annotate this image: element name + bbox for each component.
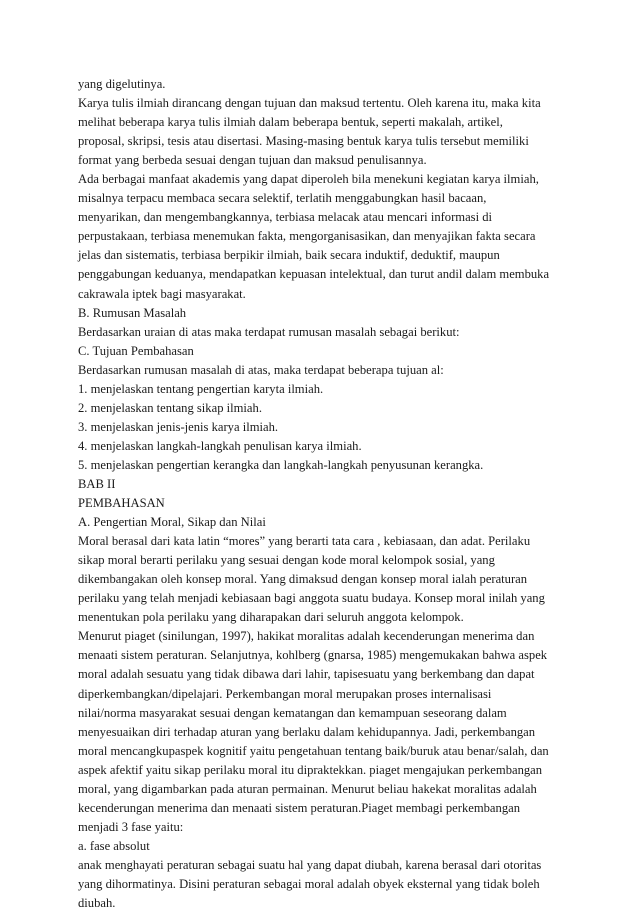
text-line: Menurut piaget (sinilungan, 1997), hakikat moralitas adalah kecenderungan menerima dan [78,629,535,644]
subsection-heading: a. fase absolut [78,838,150,853]
list-item: 3. menjelaskan jenis-jenis karya ilmiah. [78,419,279,434]
text-line: penggabungan keduanya, mendapatkan kepuasan intelektual, dan turut andil dalam membuka [78,267,550,282]
list-item: 5. menjelaskan pengertian kerangka dan langkah-langkah penyusunan kerangka. [78,457,484,472]
section-heading: A. Pengertian Moral, Sikap dan Nilai [78,515,266,530]
text-line: diubah. [78,896,116,911]
text-line: Karya tulis ilmiah dirancang dengan tujuan dan maksud tertentu. Oleh karena itu, maka kita [78,96,541,111]
text-line: kecenderungan menerima dan menaati sistem peraturan.Piaget membagi perkembangan [78,800,521,815]
text-line: sikap moral berarti perilaku yang sesuai dengan kode moral kelompok sosial, yang [78,553,495,568]
text-line: diperkembangkan/dipelajari. Perkembangan moral merupakan proses internalisasi [78,686,492,701]
text-line: menyesuaikan diri terhadap aturan yang berlaku dalam kehidupannya. Jadi, perkembangan [78,724,536,739]
text-line: yang digelutinya. [78,77,166,91]
document-body [78,75,568,913]
list-item: 4. menjelaskan langkah-langkah penulisan karya ilmiah. [78,438,362,453]
text-line: proposal, skripsi, tesis atau disertasi. Masing-masing bentuk karya tulis tersebut memiliki [78,134,529,149]
text-line: menyarikan, dan mengembangkannya, terbiasa melacak atau mencari informasi di [78,210,493,225]
text-line: Berdasarkan uraian di atas maka terdapat rumusan masalah sebagai berikut: [78,324,460,339]
text-line: yang dihormatinya. Disini peraturan sebagai moral adalah obyek eksternal yang tidak boleh [78,876,540,891]
text-line: Berdasarkan rumusan masalah di atas, maka terdapat beberapa tujuan al: [78,362,444,377]
text-line: moral, yang digambarkan pada aturan permainan. Menurut beliau hakekat moralitas adalah [78,781,537,796]
text-line: melihat beberapa karya tulis ilmiah dalam beberapa bentuk, seperti makalah, artikel, [78,115,503,130]
text-line: misalnya terpacu membaca secara selektif, terlatih menggabungkan hasil bacaan, [78,191,487,206]
text-line: jelas dan sistematis, terbiasa berpikir ilmiah, baik secara induktif, deduktif, maupun [78,248,500,263]
chapter-title: PEMBAHASAN [78,496,165,511]
list-item: 2. menjelaskan tentang sikap ilmiah. [78,400,262,415]
text-line: anak menghayati peraturan sebagai suatu hal yang dapat diubah, karena berasal dari otoritas [78,857,542,872]
text-line: perpustakaan, terbiasa menemukan fakta, mengorganisasikan, dan menyajikan fakta secara [78,229,536,244]
text-line: menentukan pola perilaku yang diharapakan dari seluruh anggota kelompok. [78,610,464,625]
chapter-label: BAB II [78,476,116,491]
text-line: cakrawala iptek bagi masyarakat. [78,286,246,301]
text-line: menaati sistem peraturan. Selanjutnya, kohlberg (gnarsa, 1985) mengemukakan bahwa aspek [78,648,548,663]
section-heading: C. Tujuan Pembahasan [78,343,194,358]
text-line: dikembangakan oleh konsep moral. Yang dimaksud dengan konsep moral ialah peraturan [78,572,528,587]
text-line: format yang berbeda sesuai dengan tujuan dan maksud penulisannya. [78,153,427,168]
text-line: aspek afektif yaitu sikap perilaku moral itu dipraktekkan. piaget mengajukan perkembangan [78,762,543,777]
text-line: nilai/norma masyarakat sesuai dengan kematangan dan kemampuan seseorang dalam [78,705,507,720]
text-line: moral mencangkupaspek kognitif yaitu pengetahuan tentang baik/buruk atau benar/salah, dan [78,743,549,758]
text-line: Ada berbagai manfaat akademis yang dapat diperoleh bila menekuni kegiatan karya ilmiah, [78,172,539,187]
list-item: 1. menjelaskan tentang pengertian karyta ilmiah. [78,381,324,396]
text-line: Moral berasal dari kata latin “mores” yang berarti tata cara , kebiasaan, dan adat. Perilaku [78,534,531,549]
section-heading: B. Rumusan Masalah [78,305,187,320]
text-line: menjadi 3 fase yaitu: [78,819,184,834]
text-line: moral adalah sesuatu yang tidak dibawa dari lahir, tapisesuatu yang berkembang dan dapat [78,667,535,682]
text-line: perilaku yang telah menjadi kebiasaan bagi anggota suatu budaya. Konsep moral inilah yang [78,591,545,606]
